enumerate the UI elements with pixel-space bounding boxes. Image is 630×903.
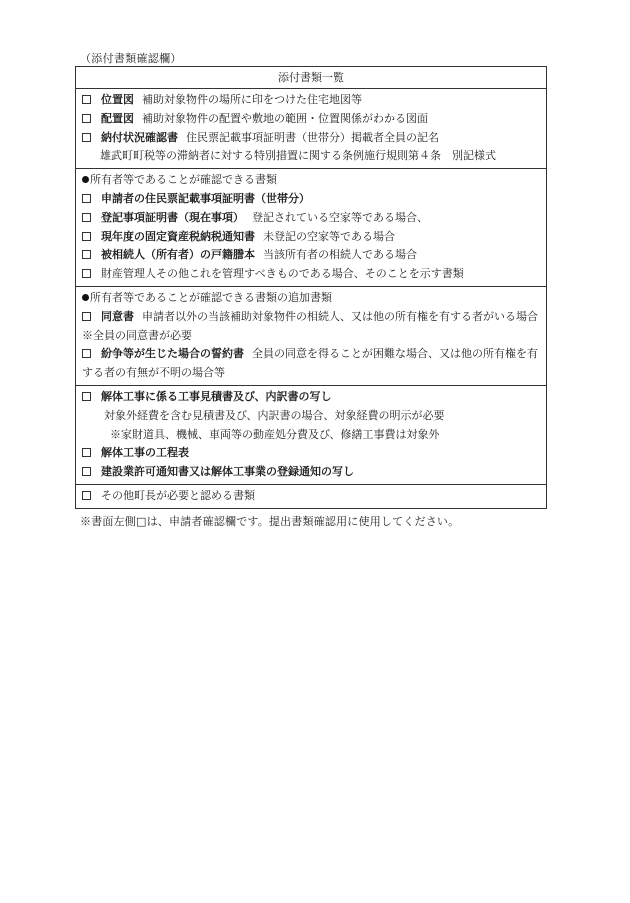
list-item-pledge — [82, 345, 540, 383]
list-item-consent — [82, 308, 540, 346]
item-note: ※家財道具、機械、車両等の動産処分費及び、修繕工事費は対象外 — [110, 427, 440, 441]
heading-text: 所有者等であることが確認できる書類の追加書類 — [90, 290, 332, 304]
checkbox[interactable] — [82, 133, 91, 142]
item-title: 被相続人（所有者）の戸籍謄本 — [101, 248, 255, 262]
section-additional-documents — [76, 286, 547, 385]
list-item-payment-status — [82, 129, 540, 148]
list-item-location-map — [82, 91, 540, 110]
checkbox[interactable] — [82, 392, 91, 401]
checkbox[interactable] — [82, 269, 91, 278]
checkbox[interactable] — [82, 312, 91, 321]
list-item-estimate — [82, 388, 540, 407]
list-item-license — [82, 463, 540, 482]
section-heading — [82, 289, 540, 308]
item-title: 位置図 — [101, 93, 134, 106]
item-continuation: 雄武町町税等の滞納者に対する特別措置に関する条例施行規則第４条 別記様式 — [100, 149, 496, 163]
item-text: 補助対象物件の配置や敷地の範囲・位置関係がわかる図面 — [142, 111, 428, 125]
item-text: 登記されている空家等である場合、 — [252, 210, 428, 224]
item-title: 同意書 — [101, 309, 134, 323]
table-header: 添付書類一覧 — [76, 67, 547, 89]
section-heading — [82, 171, 540, 190]
list-item-tax-notice — [82, 228, 540, 247]
item-text: 全員の同意を得ることが困難な場合、又は他の所有権を有する者の有無が不明の場合等 — [82, 347, 538, 380]
item-text: 申請者以外の当該補助対象物件の相続人、又は他の所有権を有する者がいる場合※全員の同意書が必要 — [82, 309, 538, 342]
checkbox[interactable] — [82, 491, 91, 500]
checkbox[interactable] — [82, 213, 91, 222]
checkbox[interactable] — [82, 194, 91, 203]
section-other-documents — [76, 484, 547, 508]
item-title: 紛争等が生じた場合の誓約書 — [101, 347, 244, 361]
bullet-icon — [82, 176, 89, 183]
checkbox[interactable] — [82, 114, 91, 123]
item-title: 解体工事に係る工事見積書及び、内訳書の写し — [101, 389, 332, 403]
item-text: 当該所有者の相続人である場合 — [263, 248, 417, 262]
section-owner-documents — [76, 169, 547, 287]
list-item-other — [82, 487, 540, 506]
list-item-schedule — [82, 444, 540, 463]
checkbox[interactable] — [82, 349, 91, 358]
checkbox[interactable] — [82, 95, 91, 104]
list-item-layout-map — [82, 110, 540, 129]
item-title: 現年度の固定資産税納税通知書 — [101, 229, 255, 243]
item-text: 財産管理人その他これを管理すべきものである場合、そのことを示す書類 — [101, 267, 464, 281]
heading-text: 所有者等であることが確認できる書類 — [90, 173, 277, 187]
item-text: 未登記の空家等である場合 — [263, 229, 395, 243]
item-title: 納付状況確認書 — [101, 130, 178, 144]
checkbox[interactable] — [82, 448, 91, 457]
item-note: 対象外経費を含む見積書及び、内訳書の場合、対象経費の明示が必要 — [104, 408, 445, 422]
item-text: 補助対象物件の場所に印をつけた住宅地図等 — [142, 93, 362, 106]
attachment-table — [75, 66, 547, 509]
item-title: 申請者の住民票記載事項証明書（世帯分） — [101, 191, 310, 205]
item-title: 建設業許可通知書又は解体工事業の登録通知の写し — [101, 465, 354, 479]
item-title: 配置図 — [101, 111, 134, 125]
form-caption: （添付書類確認欄） — [80, 52, 182, 65]
item-text: 住民票記載事項証明書（世帯分）掲載者全員の記名 — [186, 130, 439, 144]
item-title: 解体工事の工程表 — [101, 446, 189, 460]
list-item-registry-certificate — [82, 209, 540, 228]
checkbox[interactable] — [82, 250, 91, 259]
list-item-family-register — [82, 246, 540, 265]
list-item-resident-certificate — [82, 190, 540, 209]
section-basic-documents — [76, 89, 547, 169]
checkbox[interactable] — [82, 232, 91, 241]
checkbox[interactable] — [82, 467, 91, 476]
list-item-property-manager — [82, 265, 540, 284]
item-title: 登記事項証明書（現在事項） — [101, 210, 244, 224]
section-demolition-documents — [76, 385, 547, 484]
item-text: その他町長が必要と認める書類 — [101, 488, 255, 502]
bullet-icon — [82, 294, 89, 301]
footnote: ※書面左側□は、申請者確認欄です。提出書類確認用に使用してください。 — [80, 515, 460, 528]
